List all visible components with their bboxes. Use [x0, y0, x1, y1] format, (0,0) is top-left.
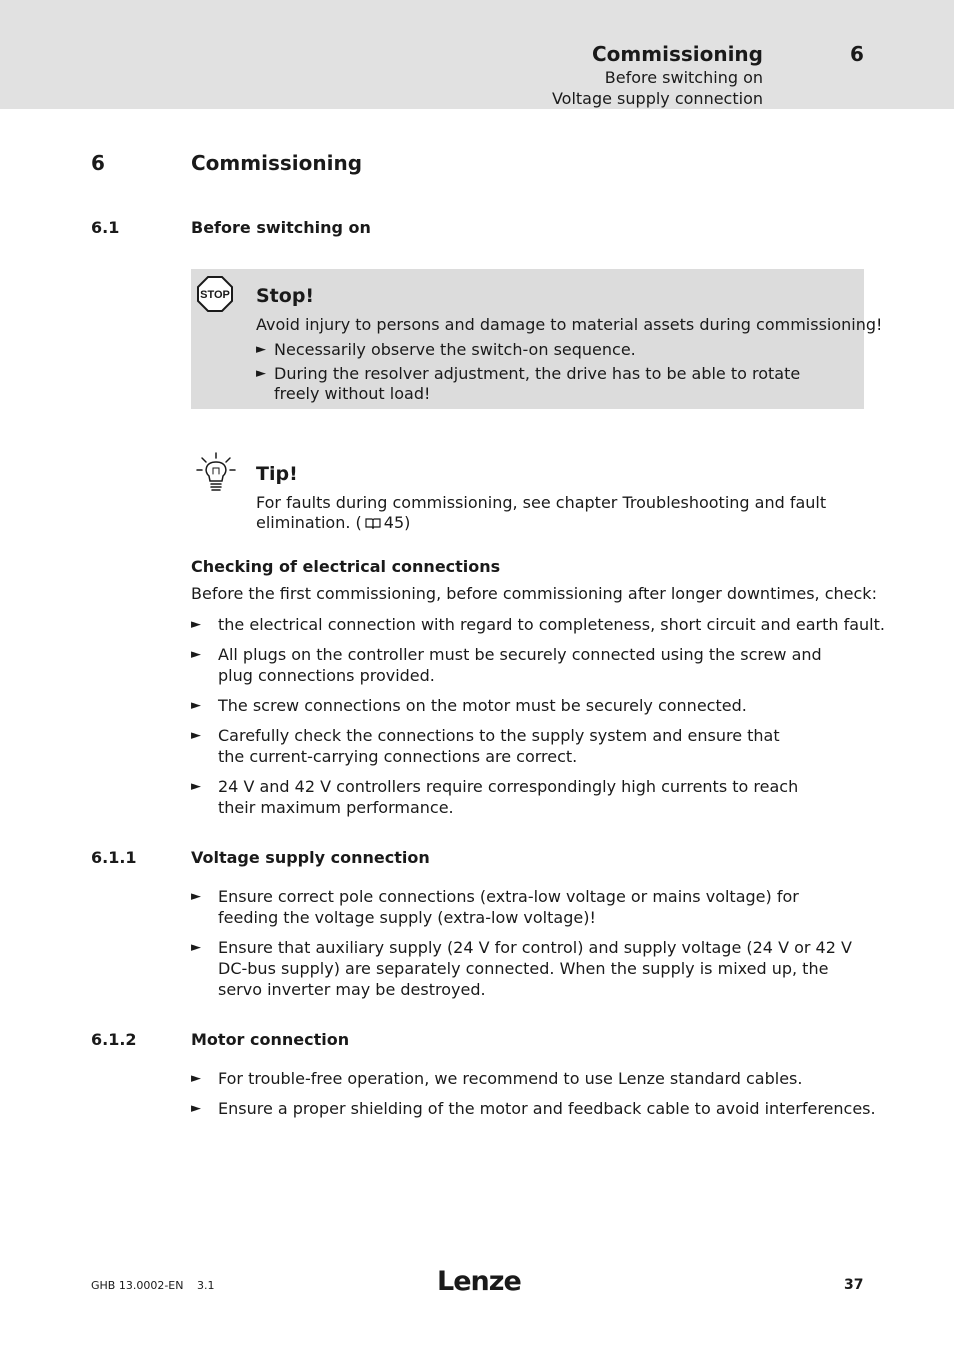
- stop-sign-icon: [197, 276, 233, 312]
- section-6-title: Commissioning: [191, 151, 363, 175]
- list-item: [191, 644, 828, 686]
- tip-note-text-line-2: [256, 513, 410, 534]
- stop-note-text: Avoid injury to persons and damage to material assets during commissioning!: [256, 315, 883, 334]
- header-chapter-number: 6: [850, 42, 864, 66]
- page-number: 37: [844, 1277, 864, 1293]
- stop-sign-label: STOP: [200, 289, 230, 301]
- bullet-arrow-icon: ►: [191, 779, 201, 794]
- bullet-arrow-icon: ►: [256, 342, 266, 357]
- motor-connection-list: [191, 1068, 876, 1128]
- header-title: Commissioning: [591, 42, 763, 66]
- checking-list: [191, 614, 885, 827]
- lenze-logo: Lenze: [437, 1266, 521, 1297]
- list-item: [191, 725, 808, 767]
- page-header: [0, 0, 954, 109]
- section-6-1-title: Before switching on: [191, 218, 371, 237]
- list-item-text: the electrical connection with regard to completeness, short circuit and earth fault.: [218, 615, 885, 634]
- tip-note-text-line-1: For faults during commissioning, see chapter Troubleshooting and fault: [256, 493, 827, 512]
- bullet-arrow-icon: ►: [256, 366, 266, 381]
- section-6-1-1-number: 6.1.1: [91, 848, 137, 867]
- tip-note-text-suffix: ): [404, 513, 411, 532]
- book-icon: [365, 517, 381, 529]
- list-item-text: For trouble-free operation, we recommend to use Lenze standard cables.: [218, 1069, 803, 1088]
- list-item: [191, 1098, 876, 1119]
- bullet-arrow-icon: ►: [191, 889, 201, 904]
- bullet-arrow-icon: ►: [191, 1101, 201, 1116]
- bullet-arrow-icon: ►: [191, 647, 201, 662]
- section-6-1-2-title: Motor connection: [191, 1030, 350, 1049]
- stop-note-title: Stop!: [256, 285, 315, 307]
- section-6-1-number: 6.1: [91, 218, 120, 237]
- list-item: [191, 695, 864, 716]
- bullet-arrow-icon: ►: [191, 1071, 201, 1086]
- checking-title: Checking of electrical connections: [191, 557, 501, 576]
- list-item: [191, 776, 828, 818]
- stop-note-list: [256, 340, 846, 404]
- lightbulb-icon: [196, 452, 236, 494]
- list-item-text: Ensure that auxiliary supply (24 V for control) and supply voltage (24 V or 42 V DC-bus supply) are separately connected. When the supply is mixed up, the servo inverter may be destroyed.: [218, 938, 852, 999]
- list-item-text: Ensure correct pole connections (extra-low voltage or mains voltage) for feeding the voltage supply (extra-low voltage)!: [218, 887, 799, 927]
- list-item: [191, 1068, 864, 1089]
- section-6-1-2-number: 6.1.2: [91, 1030, 137, 1049]
- list-item-text: 24 V and 42 V controllers require correspondingly high currents to reach their maximum performance.: [218, 777, 799, 817]
- stop-note-item-text: Necessarily observe the switch-on sequence.: [274, 340, 636, 359]
- stop-note-item: [256, 364, 846, 404]
- tip-note-page-ref[interactable]: 45: [383, 513, 405, 532]
- list-item-text: Carefully check the connections to the supply system and ensure that the current-carrying connections are correct.: [218, 726, 780, 766]
- section-6-number: 6: [91, 151, 105, 175]
- footer-version: 3.1: [196, 1279, 215, 1292]
- bullet-arrow-icon: ►: [191, 728, 201, 743]
- footer-doc-id: GHB 13.0002-EN: [91, 1279, 184, 1292]
- checking-intro: Before the first commissioning, before commissioning after longer downtimes, check:: [191, 584, 877, 603]
- header-subtitle-2: Voltage supply connection: [551, 89, 763, 108]
- list-item: [191, 937, 868, 1000]
- bullet-arrow-icon: ►: [191, 617, 201, 632]
- tip-note-text-prefix: elimination. (: [256, 513, 362, 532]
- header-subtitle-1: Before switching on: [604, 68, 763, 87]
- stop-note-item-text: During the resolver adjustment, the drive has to be able to rotate freely without load!: [274, 364, 801, 403]
- stop-note-item: [256, 340, 846, 360]
- list-item-text: Ensure a proper shielding of the motor and feedback cable to avoid interferences.: [218, 1099, 876, 1118]
- bullet-arrow-icon: ►: [191, 940, 201, 955]
- bullet-arrow-icon: ►: [191, 698, 201, 713]
- list-item: [191, 614, 885, 635]
- list-item-text: All plugs on the controller must be securely connected using the screw and plug connections provided.: [218, 645, 822, 685]
- footer-doc-info: [91, 1279, 214, 1292]
- voltage-supply-list: [191, 886, 864, 1009]
- tip-note-title: Tip!: [256, 463, 298, 485]
- section-6-1-1-title: Voltage supply connection: [191, 848, 430, 867]
- list-item: [191, 886, 864, 928]
- list-item-text: The screw connections on the motor must be securely connected.: [218, 696, 747, 715]
